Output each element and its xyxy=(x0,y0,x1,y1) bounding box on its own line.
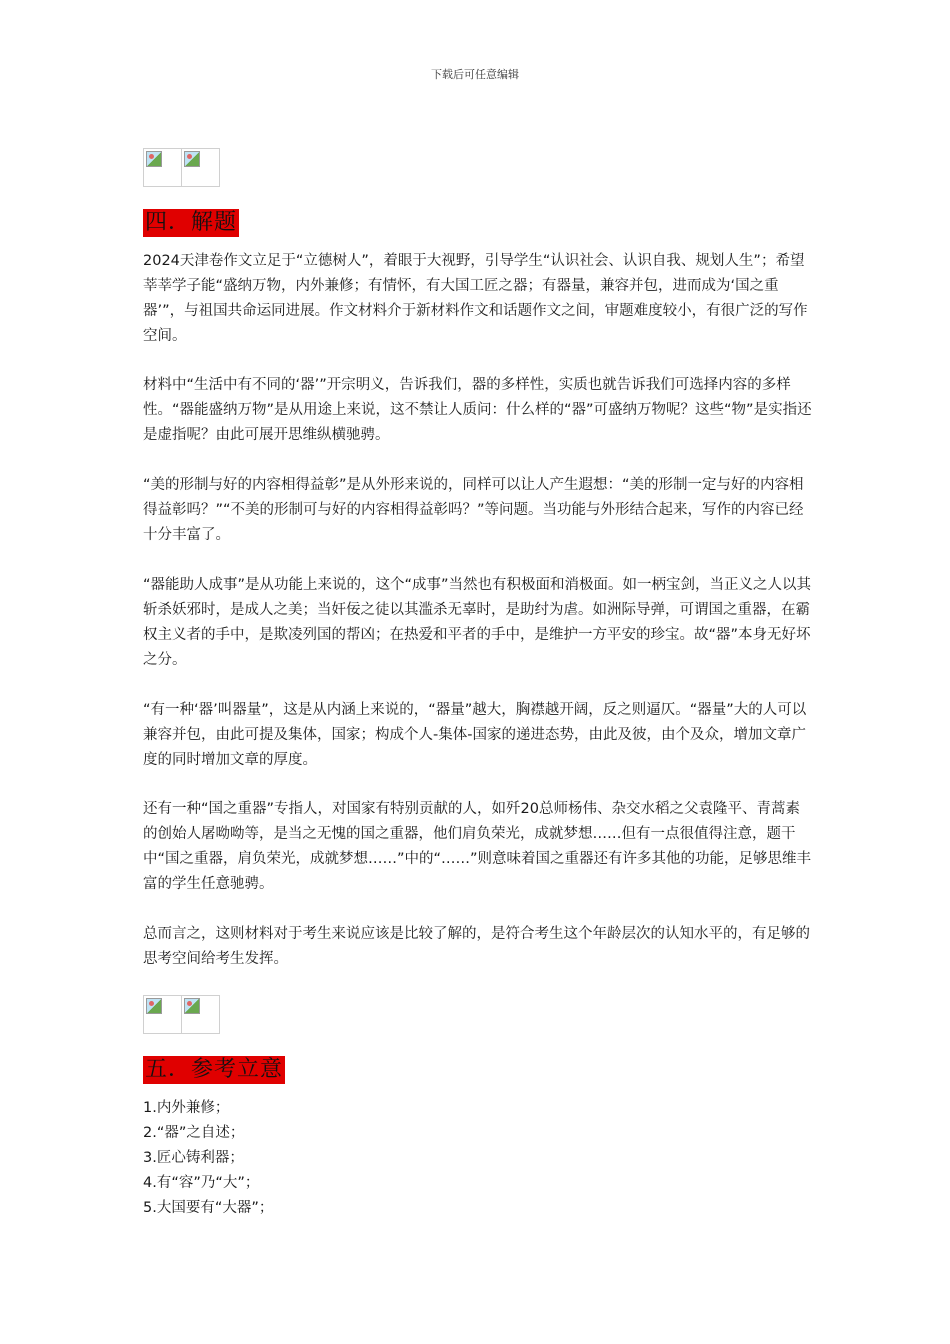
paragraph-6: 还有一种“国之重器”专指人，对国家有特别贡献的人，如歼20总师杨伟、杂交水稻之父袁隆平、青蒿素的创始人屠呦呦等，是当之无愧的国之重器，他们肩负荣光，成就梦想……但有一点很值得注意，题干中“国之重器，肩负荣光，成就梦想……”中的“……”则意味着国之重器还有许多其他的功能，足够思维丰富的学生任意驰骋。 xyxy=(143,801,812,892)
list-item: 1.内外兼修； xyxy=(143,1100,230,1116)
paragraph-7: 总而言之，这则材料对于考生来说应该是比较了解的，是符合考生这个年龄层次的认知水平的，有足够的思考空间给考生发挥。 xyxy=(143,926,810,967)
section-5-list xyxy=(143,1096,813,1221)
image-placeholder-icon xyxy=(184,998,200,1014)
paragraph-1: 2024天津卷作文立足于“立德树人”，着眼于大视野，引导学生“认识社会、认识自我、规划人生”；希望莘莘学子能“盛纳万物，内外兼修；有情怀，有大国工匠之器；有器量，兼容并包，进而成为‘国之重器’”，与祖国共命运同进展。作文材料介于新材料作文和话题作文之间，审题难度较小，有很广泛的写作空间。 xyxy=(143,253,808,344)
broken-image xyxy=(143,148,182,187)
image-placeholder-icon xyxy=(146,998,162,1014)
broken-image xyxy=(182,995,220,1034)
paragraph-4-wrap xyxy=(143,573,813,673)
section-4 xyxy=(143,209,813,237)
paragraph-6-wrap xyxy=(143,797,813,897)
list-item: 2.“器”之自述； xyxy=(143,1125,245,1141)
image-placeholder-icon xyxy=(146,151,162,167)
section-4-title: 四．解题 xyxy=(145,210,238,235)
image-row-bottom xyxy=(143,995,813,1033)
section-5 xyxy=(143,1056,813,1084)
section-5-title: 五．参考立意 xyxy=(145,1057,284,1082)
page-header: 下载后可任意编辑 xyxy=(431,68,519,81)
paragraph-5-wrap xyxy=(143,698,813,773)
image-placeholder-icon xyxy=(184,151,200,167)
broken-image xyxy=(143,995,182,1034)
broken-image xyxy=(182,148,220,187)
list-item: 3.匠心铸利器； xyxy=(143,1150,244,1166)
paragraph-5: “有一种‘器’叫器量”，这是从内涵上来说的，“器量”越大，胸襟越开阔，反之则逼仄。“器量”大的人可以兼容并包，由此可提及集体，国家；构成个人-集体-国家的递进态势，由此及彼，由个及众，增加文章广度的同时增加文章的厚度。 xyxy=(143,702,807,768)
paragraph-7-wrap xyxy=(143,922,813,972)
paragraph-2: 材料中“生活中有不同的‘器’”开宗明义，告诉我们，器的多样性，实质也就告诉我们可选择内容的多样性。“器能盛纳万物”是从用途上来说，这不禁让人质问：什么样的“器”可盛纳万物呢？这些“物”是实指还是虚指呢？由此可展开思维纵横驰骋。 xyxy=(143,377,812,443)
list-item: 4.有“容”乃“大”； xyxy=(143,1175,260,1191)
section-4-body xyxy=(143,249,813,349)
image-row-top xyxy=(143,148,813,186)
paragraph-2-wrap xyxy=(143,373,813,448)
paragraph-4: “器能助人成事”是从功能上来说的，这个“成事”当然也有积极面和消极面。如一柄宝剑，当正义之人以其斩杀妖邪时，是成人之美；当奸佞之徒以其滥杀无辜时，是助纣为虐。如洲际导弹，可谓国之重器，在霸权主义者的手中，是欺凌列国的帮凶；在热爱和平者的手中，是维护一方平安的珍宝。故“器”本身无好坏之分。 xyxy=(143,577,812,668)
list-item: 5.大国要有“大器”； xyxy=(143,1200,274,1216)
paragraph-3-wrap xyxy=(143,473,813,548)
paragraph-3: “美的形制与好的内容相得益彰”是从外形来说的，同样可以让人产生遐想：“美的形制一定与好的内容相得益彰吗？”“不美的形制可与好的内容相得益彰吗？”等问题。当功能与外形结合起来，写作的内容已经十分丰富了。 xyxy=(143,477,804,543)
